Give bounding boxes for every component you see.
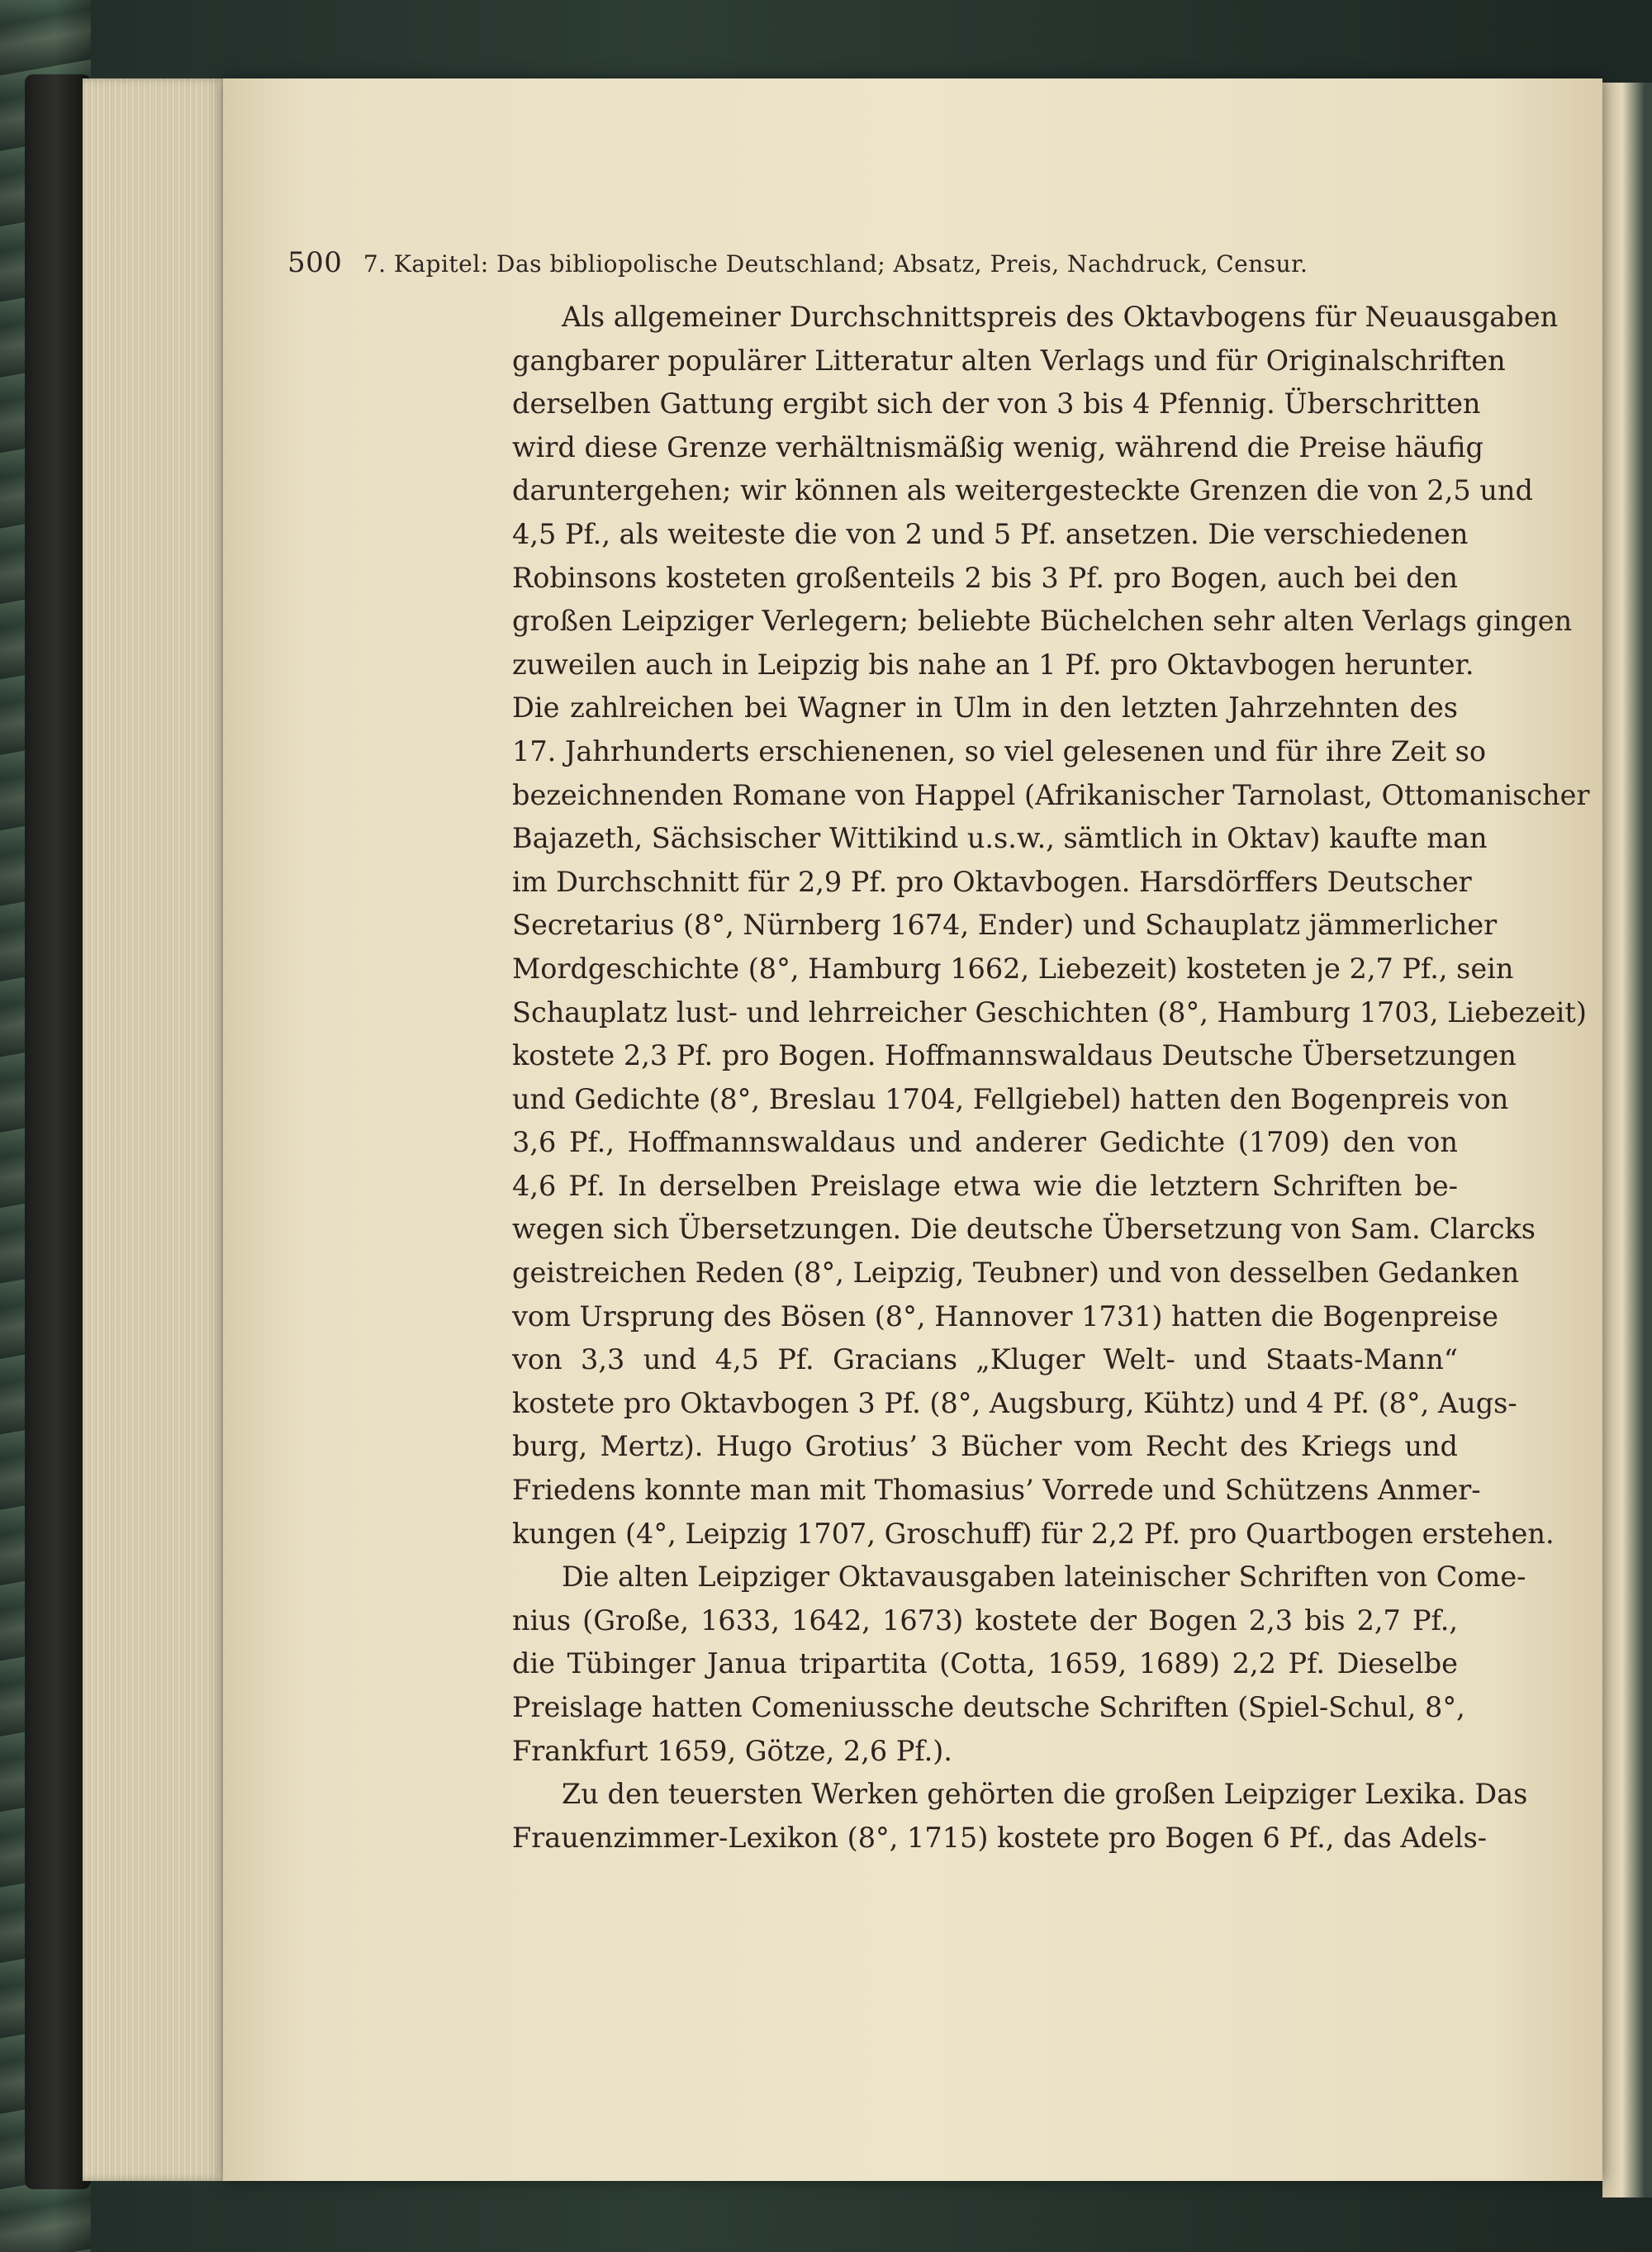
body-text [512, 296, 1590, 1860]
text-line: Schauplatz lust- und lehrreicher Geschichten (8°, Hamburg 1703, Liebezeit) [512, 995, 1587, 1029]
text-line: vom Ursprung des Bösen (8°, Hannover 1731) hatten die Bogenpreise [512, 1299, 1498, 1333]
text-line: Preislage hatten Comeniussche deutsche Schriften (Spiel-Schul, 8°, [512, 1691, 1465, 1723]
text-line: Als allgemeiner Durchschnittspreis des Oktavbogens für Neuausgaben [562, 301, 1559, 333]
text-line: Mordgeschichte (8°, Hamburg 1662, Liebezeit) kosteten je 2,7 Pf., sein [512, 952, 1514, 985]
running-head [287, 246, 1469, 279]
text-line: Secretarius (8°, Nürnberg 1674, Ender) und Schauplatz jämmerlicher [512, 909, 1498, 942]
text-line: Robinsons kosteten großenteils 2 bis 3 Pf. pro Bogen, auch bei den [512, 561, 1458, 594]
text-line: kungen (4°, Leipzig 1707, Groschuff) für 2,2 Pf. pro Quartbogen erstehen. [512, 1517, 1555, 1550]
page-number: 500 [287, 246, 343, 279]
book-spine [25, 74, 91, 2189]
text-line: kostete pro Oktavbogen 3 Pf. (8°, Augsburg, Kühtz) und 4 Pf. (8°, Augs- [512, 1386, 1517, 1419]
text-line: wegen sich Übersetzungen. Die deutsche Übersetzung von Sam. Clarcks [512, 1213, 1536, 1246]
text-line: daruntergehen; wir können als weitergesteckte Grenzen die von 2,5 und [512, 474, 1533, 507]
text-line: wird diese Grenze verhältnismäßig wenig, während die Preise häufig [512, 430, 1483, 463]
text-line: von 3,3 und 4,5 Pf. Gracians „Kluger Welt- und Staats-Mann“ [512, 1343, 1458, 1376]
text-line: 17. Jahrhunderts erschienenen, so viel gelesenen und für ihre Zeit so [512, 734, 1487, 767]
text-line: und Gedichte (8°, Breslau 1704, Fellgiebel) hatten den Bogenpreis von [512, 1082, 1509, 1115]
text-line: kostete 2,3 Pf. pro Bogen. Hoffmannswaldaus Deutsche Übersetzungen [512, 1039, 1517, 1072]
text-line: burg, Mertz). Hugo Grotius’ 3 Bücher vom Recht des Kriegs und [512, 1430, 1458, 1463]
text-line: großen Leipziger Verlegern; beliebte Büchelchen sehr alten Verlags gingen [512, 605, 1573, 638]
text-line: Friedens konnte man mit Thomasius’ Vorrede und Schützens Anmer- [512, 1474, 1481, 1507]
text-line: Die zahlreichen bei Wagner in Ulm in den letzten Jahrzehnten des [512, 691, 1458, 725]
text-line: nius (Große, 1633, 1642, 1673) kostete der Bogen 2,3 bis 2,7 Pf., [512, 1603, 1458, 1637]
text-line: 4,6 Pf. In derselben Preislage etwa wie die letztern Schriften be- [512, 1169, 1458, 1202]
text-line: Die alten Leipziger Oktavausgaben lateinischer Schriften von Come- [562, 1561, 1526, 1594]
text-line: zuweilen auch in Leipzig bis nahe an 1 Pf. pro Oktavbogen herunter. [512, 648, 1474, 681]
text-line: Zu den teuersten Werken gehörten die großen Leipziger Lexika. Das [562, 1778, 1528, 1811]
text-line: die Tübinger Janua tripartita (Cotta, 1659, 1689) 2,2 Pf. Dieselbe [512, 1647, 1458, 1680]
page-edges [83, 78, 231, 2181]
chapter-title: 7. Kapitel: Das bibliopolische Deutschland; Absatz, Preis, Nachdruck, Censur. [363, 250, 1308, 278]
text-line: im Durchschnitt für 2,9 Pf. pro Oktavbogen. Harsdörffers Deutscher [512, 865, 1472, 898]
right-page-edge [1602, 83, 1652, 2197]
text-line: derselben Gattung ergibt sich der von 3 bis 4 Pfennig. Überschritten [512, 387, 1481, 420]
text-line: geistreichen Reden (8°, Leipzig, Teubner) und von desselben Gedanken [512, 1257, 1520, 1290]
text-line: gangbarer populärer Litteratur alten Verlags und für Originalschriften [512, 344, 1506, 377]
text-line: Bajazeth, Sächsischer Wittikind u.s.w., sämtlich in Oktav) kaufte man [512, 822, 1488, 855]
text-line: bezeichnenden Romane von Happel (Afrikanischer Tarnolast, Ottomanischer [512, 778, 1590, 811]
text-line: Frauenzimmer-Lexikon (8°, 1715) kostete pro Bogen 6 Pf., das Adels- [512, 1821, 1488, 1854]
text-line: 4,5 Pf., als weiteste die von 2 und 5 Pf. ansetzen. Die verschiedenen [512, 517, 1469, 550]
text-line: 3,6 Pf., Hoffmannswaldaus und anderer Gedichte (1709) den von [512, 1126, 1458, 1159]
text-line: Frankfurt 1659, Götze, 2,6 Pf.). [512, 1734, 952, 1767]
